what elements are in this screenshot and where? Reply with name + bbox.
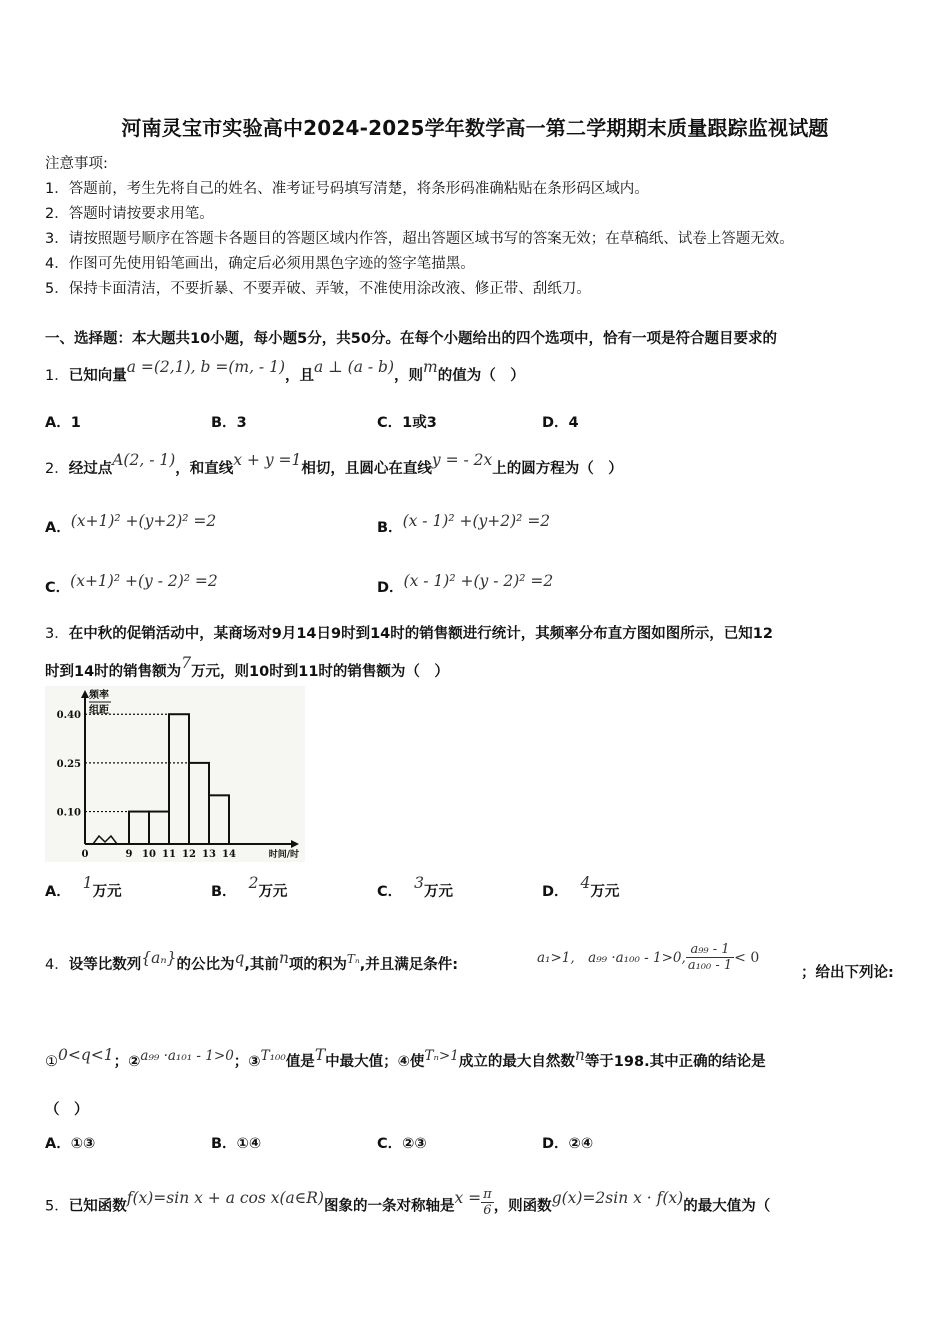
option-a <box>45 1132 95 1153</box>
option-label: D． <box>542 884 569 900</box>
math-expression: a ⊥ (a - b) <box>314 358 395 376</box>
question-text: ,并且满足条件: <box>359 957 459 973</box>
math-expression: 2 <box>248 874 259 892</box>
math-expression: {aₙ} <box>141 949 177 967</box>
option-label: A． <box>45 520 71 536</box>
x-tick-label: 13 <box>202 849 216 860</box>
option-text: ②③ <box>402 1136 427 1152</box>
math-expression: f(x)=sin x + a cos x(a∈R) <box>126 1188 324 1207</box>
question-4-paren <box>45 1098 89 1119</box>
math-expression: 4 <box>580 874 591 892</box>
math-expression: q <box>234 949 245 967</box>
question-text: ；② <box>113 1054 141 1070</box>
math-expression: 0<q<1 <box>58 1046 114 1064</box>
option-label: B． <box>211 415 237 431</box>
option-label: A． <box>45 884 71 900</box>
question-text: ；③ <box>233 1054 261 1070</box>
math-expression: a₁>1, a₉₉ ·a₁₀₀ - 1>0, <box>537 949 686 966</box>
question-text: 成立的最大自然数 <box>458 1054 575 1070</box>
math-fraction <box>686 942 734 973</box>
question-text: ,其前 <box>244 957 279 973</box>
notes-heading: 注意事项: <box>45 156 108 172</box>
math-expression: T <box>314 1046 326 1064</box>
option-label: C． <box>45 580 71 596</box>
option-label: A． <box>45 1136 71 1152</box>
option-unit: 万元 <box>92 884 122 900</box>
math-expression: Tₙ <box>346 952 360 966</box>
question-text: 的值为（ ） <box>437 368 525 384</box>
note-item: 1．答题前，考生先将自己的姓名、准考证号码填写清楚，将条形码准确粘贴在条形码区域内。 <box>45 181 649 197</box>
question-text: 项的积为 <box>288 957 347 973</box>
question-text: 相切，且圆心在直线 <box>301 461 432 477</box>
option-text: ①③ <box>70 1136 96 1152</box>
math-expression: 3 <box>414 874 425 892</box>
math-expression: Tₙ>1 <box>424 1048 459 1064</box>
x-tick-label: 12 <box>182 849 196 860</box>
option-label: D． <box>542 415 569 431</box>
question-text: ；给出下列论: <box>801 965 894 981</box>
question-text: 等于198.其中正确的结论是 <box>584 1054 766 1070</box>
fraction-numerator: π <box>483 1187 492 1202</box>
fraction-denominator: 6 <box>483 1203 492 1218</box>
option-c <box>377 411 437 432</box>
option-d <box>377 572 554 597</box>
question-text: ，且 <box>285 368 314 384</box>
question-text: 在中秋的促销活动中，某商场对9月14日9时到14时的销售额进行统计，其频率分布直方图如图所示，已知12 <box>68 626 773 642</box>
math-expression: x = <box>454 1188 482 1207</box>
math-expression: a₉₉ ·a₁₀₁ - 1>0 <box>140 1048 234 1064</box>
option-text: ①④ <box>236 1136 262 1152</box>
math-expression: a =(2,1), b =(m, - 1) <box>126 358 285 376</box>
option-label: C． <box>377 884 403 900</box>
option-text: 1 <box>70 415 81 431</box>
question-text: 上的圆方程为（ ） <box>492 461 623 477</box>
option-unit: 万元 <box>424 884 454 900</box>
math-expression: (x+1)² +(y - 2)² =2 <box>70 572 218 590</box>
option-unit: 万元 <box>258 884 288 900</box>
option-c <box>45 572 218 597</box>
question-text: 经过点 <box>68 461 113 477</box>
claim-marker: ① <box>45 1054 58 1070</box>
question-1-stem <box>45 358 525 385</box>
question-text: 万元，则10时到11时的销售额为（ ） <box>191 664 449 680</box>
option-label: B． <box>211 1136 237 1152</box>
option-label: B． <box>377 520 403 536</box>
option-d <box>542 1132 593 1153</box>
option-label: C． <box>377 1136 403 1152</box>
math-expression: g(x)=2sin x · f(x) <box>551 1188 684 1207</box>
question-4-condition <box>537 942 759 973</box>
math-expression: x + y =1 <box>233 451 302 469</box>
histogram-chart <box>45 686 305 862</box>
question-text: 已知向量 <box>68 368 127 384</box>
option-c <box>377 1132 427 1153</box>
math-expression: T₁₀₀ <box>260 1048 286 1064</box>
math-expression: A(2, - 1) <box>112 451 176 469</box>
question-5-stem <box>45 1187 771 1222</box>
question-text: ，和直线 <box>175 461 234 477</box>
question-4-claims <box>45 1046 766 1071</box>
question-4-stem <box>45 949 459 974</box>
exam-title: 河南灵宝市实验高中2024-2025学年数学高一第二学期期末质量跟踪监视试题 <box>121 116 829 140</box>
note-item: 4．作图可先使用铅笔画出，确定后必须用黑色字迹的签字笔描黑。 <box>45 256 475 272</box>
math-expression: (x+1)² +(y+2)² =2 <box>70 512 217 530</box>
note-item: 5．保持卡面清洁，不要折暴、不要弄破、弄皱，不准使用涂改液、修正带、刮纸刀。 <box>45 281 591 297</box>
question-text: 中最大值；④使 <box>325 1054 425 1070</box>
option-label: C． <box>377 415 403 431</box>
option-b <box>211 874 288 901</box>
option-label: A． <box>45 415 71 431</box>
question-text: 的最大值为（ <box>683 1198 771 1215</box>
option-a <box>45 512 217 537</box>
option-label: D． <box>377 580 404 596</box>
y-tick-label: 0.40 <box>56 710 81 722</box>
note-item: 2．答题时请按要求用笔。 <box>45 206 214 222</box>
note-item: 3．请按照题号顺序在答题卡各题目的答题区域内作答，超出答题区域书写的答案无效；在草稿纸、试卷上答题无效。 <box>45 231 794 247</box>
x-tick-label: 14 <box>222 849 236 860</box>
x-tick-label: 0 <box>81 849 89 860</box>
option-d <box>542 411 579 432</box>
option-unit: 万元 <box>590 884 620 900</box>
question-3-stem <box>45 622 773 643</box>
question-number: 3． <box>45 626 69 642</box>
option-a <box>45 411 81 432</box>
math-expression: n <box>574 1046 585 1064</box>
question-text: 设等比数列 <box>68 957 142 973</box>
option-text: 1或3 <box>402 415 437 431</box>
option-b <box>211 1132 261 1153</box>
question-text: 值是 <box>285 1054 315 1070</box>
question-text: 已知函数 <box>68 1198 127 1215</box>
section-heading: 一、选择题：本大题共10小题，每小题5分，共50分。在每个小题给出的四个选项中，恰有一项是符合题目要求的 <box>45 331 777 347</box>
option-a <box>45 874 122 901</box>
math-expression: (x - 1)² +(y - 2)² =2 <box>403 572 554 590</box>
y-axis-label: 频率 <box>89 690 109 701</box>
math-expression: y = - 2x <box>431 451 493 469</box>
math-expression: m <box>423 358 438 376</box>
option-b <box>211 411 247 432</box>
question-text: ，则 <box>394 368 424 384</box>
x-tick-label: 9 <box>125 849 133 860</box>
option-text: 3 <box>236 415 247 431</box>
fraction-numerator: a₉₉ - 1 <box>686 942 734 958</box>
option-label: D． <box>542 1136 569 1152</box>
y-axis-label: 组距 <box>89 705 109 716</box>
math-fraction <box>481 1187 494 1218</box>
option-d <box>542 874 620 901</box>
question-text: 时到14时的销售额为 <box>45 664 182 680</box>
question-text: ，则函数 <box>493 1198 552 1215</box>
math-expression: (x - 1)² +(y+2)² =2 <box>402 512 551 530</box>
y-tick-label: 0.10 <box>56 807 81 819</box>
math-expression: 1 <box>82 874 93 892</box>
option-b <box>377 512 551 537</box>
question-text: 的公比为 <box>176 957 235 973</box>
option-label: B． <box>211 884 237 900</box>
question-4-tail <box>801 961 894 982</box>
question-number: 1． <box>45 368 69 384</box>
question-number: 4． <box>45 957 69 973</box>
question-2-stem <box>45 451 623 478</box>
option-text: ②④ <box>568 1136 594 1152</box>
y-tick-label: 0.25 <box>56 758 81 770</box>
question-text: （ ） <box>45 1102 89 1118</box>
option-text: 4 <box>568 415 579 431</box>
question-3-stem-line2 <box>45 654 449 681</box>
question-number: 5． <box>45 1198 69 1215</box>
x-tick-label: 10 <box>142 849 156 860</box>
fraction-denominator: a₁₀₀ - 1 <box>687 958 733 973</box>
option-c <box>377 874 454 901</box>
math-expression: n <box>278 949 289 967</box>
x-axis-label: 时间/时 <box>268 850 299 860</box>
question-number: 2． <box>45 461 69 477</box>
math-expression: < 0 <box>734 949 760 966</box>
question-text: 图象的一条对称轴是 <box>323 1198 455 1215</box>
math-expression: 7 <box>181 654 192 672</box>
x-tick-label: 11 <box>162 849 176 860</box>
histogram-svg <box>45 686 305 862</box>
